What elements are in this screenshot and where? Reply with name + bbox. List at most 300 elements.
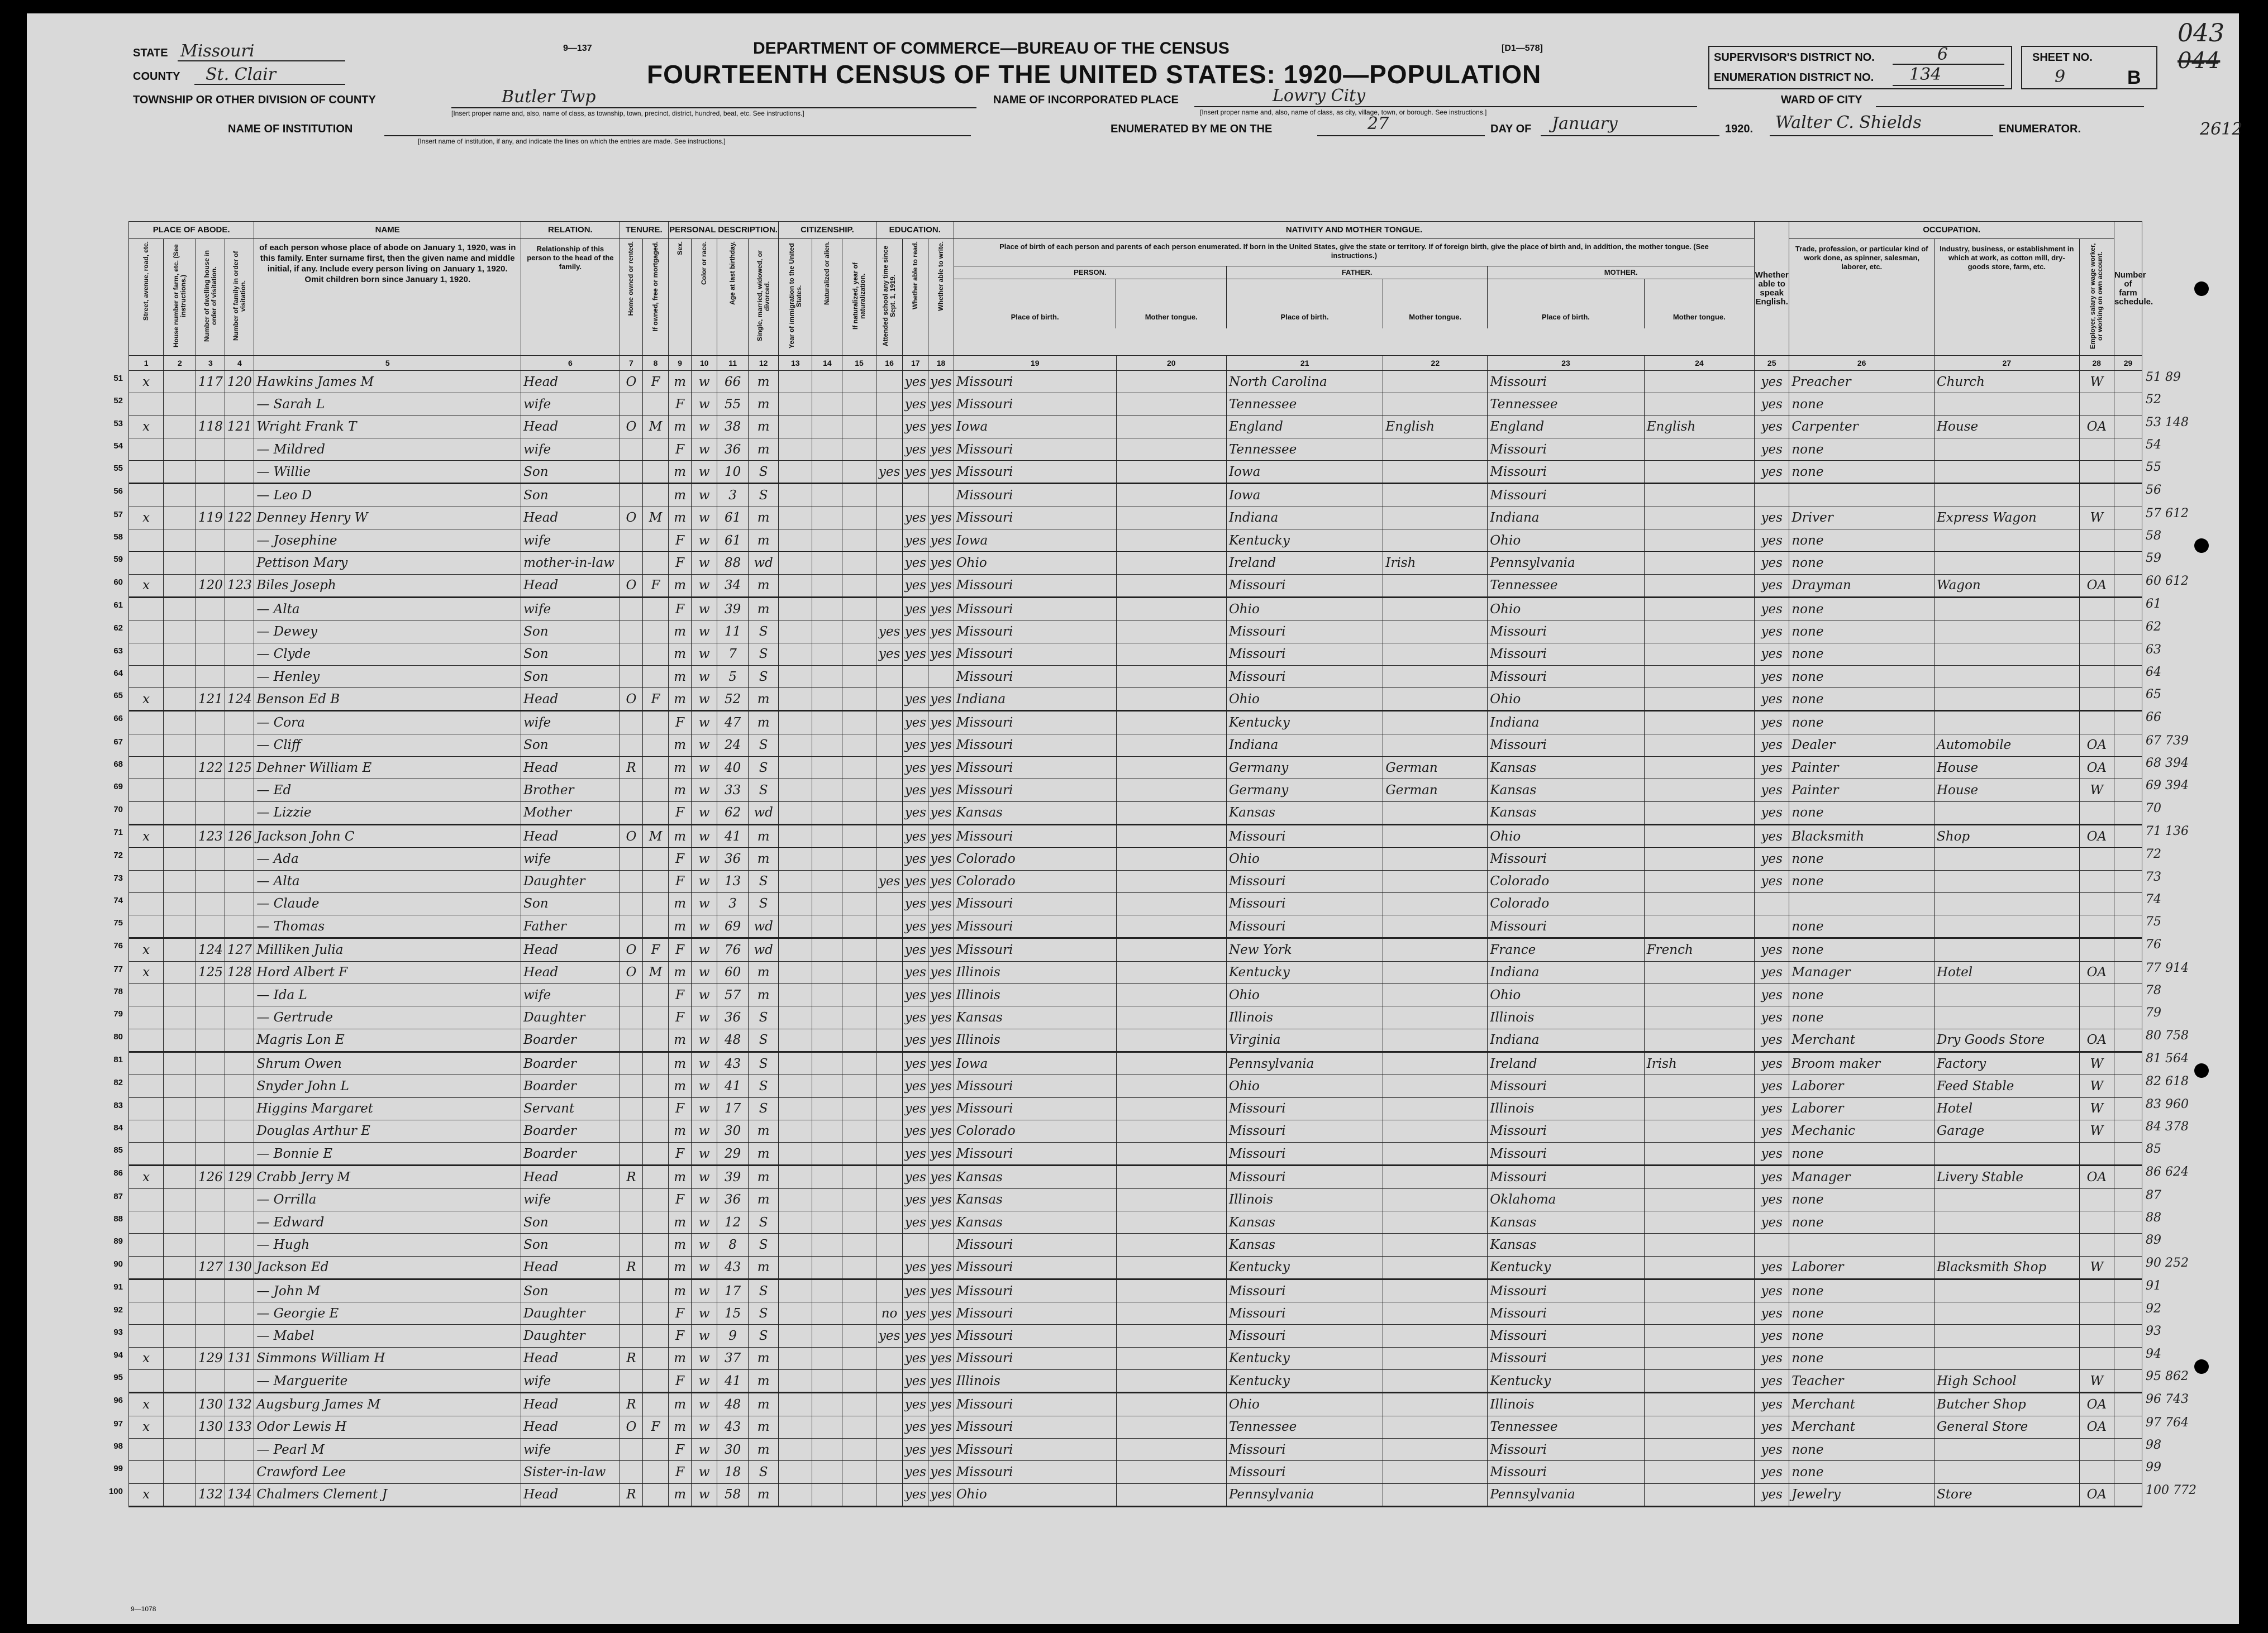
mother-tongue-cell bbox=[1116, 1416, 1226, 1438]
trade-cell: none bbox=[1789, 688, 1935, 711]
sex-cell: F bbox=[668, 552, 692, 574]
father-tongue-cell bbox=[1383, 801, 1488, 824]
immigration-cell bbox=[779, 1143, 812, 1166]
employer-cell bbox=[2079, 711, 2114, 734]
school-cell bbox=[876, 984, 903, 1006]
owned-rented-cell bbox=[620, 734, 643, 756]
county-label: COUNTY bbox=[133, 70, 180, 83]
naturalized-cell bbox=[812, 1052, 842, 1075]
read-cell: yes bbox=[903, 938, 928, 961]
naturalized-cell bbox=[812, 915, 842, 938]
owned-rented-cell: O bbox=[620, 688, 643, 711]
family-cell: 121 bbox=[225, 416, 254, 438]
line-number: 52 bbox=[113, 396, 123, 405]
family-cell bbox=[225, 915, 254, 938]
relation-cell: Head bbox=[521, 688, 620, 711]
relation-cell: wife bbox=[521, 848, 620, 870]
marital-cell: m bbox=[749, 1166, 779, 1188]
immigration-cell bbox=[779, 1052, 812, 1075]
right-margin-note: 73 bbox=[2146, 870, 2161, 884]
english-cell: yes bbox=[1755, 461, 1789, 484]
immigration-cell bbox=[779, 1188, 812, 1211]
dwelling-cell bbox=[196, 1438, 225, 1460]
age-cell: 66 bbox=[717, 371, 749, 393]
naturalization-year-cell bbox=[842, 938, 876, 961]
father-tongue-cell bbox=[1383, 870, 1488, 892]
name-cell: Hord Albert F bbox=[254, 961, 521, 983]
birthplace-cell: Missouri bbox=[954, 461, 1116, 484]
house-number-cell bbox=[164, 1347, 196, 1369]
line-number: 62 bbox=[113, 623, 123, 633]
school-cell bbox=[876, 1347, 903, 1369]
industry-cell bbox=[1935, 461, 2080, 484]
dwelling-cell bbox=[196, 1052, 225, 1075]
english-cell: yes bbox=[1755, 1120, 1789, 1142]
naturalization-year-cell bbox=[842, 1075, 876, 1097]
mortgage-cell bbox=[643, 1393, 669, 1416]
owned-rented-cell bbox=[620, 665, 643, 687]
school-cell bbox=[876, 1188, 903, 1211]
naturalized-cell bbox=[812, 393, 842, 416]
naturalization-year-cell bbox=[842, 1234, 876, 1256]
name-cell: — Gertrude bbox=[254, 1006, 521, 1029]
dwelling-cell bbox=[196, 620, 225, 643]
dwelling-cell bbox=[196, 1075, 225, 1097]
right-margin-note: 82 618 bbox=[2146, 1075, 2189, 1088]
naturalized-cell bbox=[812, 665, 842, 687]
school-cell bbox=[876, 1483, 903, 1506]
mother-tongue-cell bbox=[1116, 1143, 1226, 1166]
birthplace-cell: Missouri bbox=[954, 1393, 1116, 1416]
race-cell: w bbox=[692, 757, 717, 779]
punch-hole bbox=[2194, 1359, 2209, 1374]
naturalized-cell bbox=[812, 597, 842, 620]
column-number: 18 bbox=[928, 356, 954, 371]
family-cell bbox=[225, 1279, 254, 1302]
mother-birthplace-cell: Missouri bbox=[1488, 1302, 1644, 1325]
col15-head: If naturalized, year of naturalization. bbox=[842, 239, 876, 356]
incorporated-label: NAME OF INCORPORATED PLACE bbox=[993, 94, 1179, 106]
write-cell: yes bbox=[928, 552, 954, 574]
relation-cell: Head bbox=[521, 1166, 620, 1188]
industry-cell: Wagon bbox=[1935, 574, 2080, 597]
relation-cell: Head bbox=[521, 574, 620, 597]
father-birthplace-cell: Kentucky bbox=[1226, 1370, 1383, 1393]
family-cell: 127 bbox=[225, 938, 254, 961]
school-cell bbox=[876, 892, 903, 915]
read-cell bbox=[903, 1234, 928, 1256]
marital-cell: S bbox=[749, 1302, 779, 1325]
write-cell: yes bbox=[928, 1393, 954, 1416]
line-number: 70 bbox=[113, 805, 123, 814]
mother-tongue-cell bbox=[1116, 529, 1226, 552]
race-cell: w bbox=[692, 1188, 717, 1211]
mortgage-cell bbox=[643, 870, 669, 892]
birthplace-cell: Missouri bbox=[954, 643, 1116, 665]
school-cell bbox=[876, 1438, 903, 1460]
age-cell: 39 bbox=[717, 597, 749, 620]
write-cell: yes bbox=[928, 574, 954, 597]
owned-rented-cell bbox=[620, 1438, 643, 1460]
father-tongue-cell: German bbox=[1383, 779, 1488, 801]
relation-cell: Servant bbox=[521, 1097, 620, 1120]
line-number: 76 bbox=[113, 941, 123, 951]
read-cell: yes bbox=[903, 870, 928, 892]
mother-birthplace-cell: Pennsylvania bbox=[1488, 1483, 1644, 1506]
naturalized-cell bbox=[812, 1143, 842, 1166]
line-number: 64 bbox=[113, 669, 123, 678]
school-cell bbox=[876, 848, 903, 870]
read-cell: yes bbox=[903, 1166, 928, 1188]
line-number: 74 bbox=[113, 896, 123, 905]
name-cell: — Bonnie E bbox=[254, 1143, 521, 1166]
birthplace-cell: Missouri bbox=[954, 393, 1116, 416]
mother-birthplace-cell: Tennessee bbox=[1488, 574, 1644, 597]
name-cell: Odor Lewis H bbox=[254, 1416, 521, 1438]
age-cell: 61 bbox=[717, 529, 749, 552]
house-number-cell bbox=[164, 892, 196, 915]
race-cell: w bbox=[692, 801, 717, 824]
line-number: 72 bbox=[113, 851, 123, 860]
father-tongue-cell bbox=[1383, 1143, 1488, 1166]
birthplace-cell: Kansas bbox=[954, 1188, 1116, 1211]
mother-tongue-cell bbox=[1116, 620, 1226, 643]
relation-cell: Head bbox=[521, 1347, 620, 1369]
relation-cell: Mother bbox=[521, 801, 620, 824]
father-tongue-cell bbox=[1383, 461, 1488, 484]
write-cell: yes bbox=[928, 1279, 954, 1302]
father-birthplace-cell: Tennessee bbox=[1226, 438, 1383, 460]
father-tongue-cell bbox=[1383, 938, 1488, 961]
street-cell bbox=[129, 1302, 164, 1325]
sex-cell: F bbox=[668, 393, 692, 416]
mother-birthplace-cell: England bbox=[1488, 416, 1644, 438]
father-tongue-cell bbox=[1383, 1234, 1488, 1256]
trade-cell: none bbox=[1789, 393, 1935, 416]
father-tongue-cell bbox=[1383, 1347, 1488, 1369]
marital-cell: S bbox=[749, 1029, 779, 1052]
industry-cell bbox=[1935, 915, 2080, 938]
table-row bbox=[129, 461, 2142, 484]
mother-birthplace-cell: Missouri bbox=[1488, 484, 1644, 507]
english-cell: yes bbox=[1755, 801, 1789, 824]
employer-cell bbox=[2079, 1211, 2114, 1233]
write-cell: yes bbox=[928, 461, 954, 484]
marital-cell: wd bbox=[749, 801, 779, 824]
naturalized-cell bbox=[812, 1120, 842, 1142]
trade-cell: Painter bbox=[1789, 779, 1935, 801]
industry-cell: Livery Stable bbox=[1935, 1166, 2080, 1188]
street-cell: x bbox=[129, 1347, 164, 1369]
father-birthplace-cell: Tennessee bbox=[1226, 393, 1383, 416]
naturalization-year-cell bbox=[842, 461, 876, 484]
immigration-cell bbox=[779, 734, 812, 756]
dwelling-cell: 118 bbox=[196, 416, 225, 438]
name-cell: Snyder John L bbox=[254, 1075, 521, 1097]
family-cell: 123 bbox=[225, 574, 254, 597]
marital-cell: S bbox=[749, 1097, 779, 1120]
family-cell bbox=[225, 848, 254, 870]
mortgage-cell bbox=[643, 620, 669, 643]
mother-tongue-cell bbox=[1644, 1393, 1754, 1416]
mother-tongue-cell bbox=[1644, 1006, 1754, 1029]
column-number: 12 bbox=[749, 356, 779, 371]
family-cell: 122 bbox=[225, 507, 254, 529]
immigration-cell bbox=[779, 1393, 812, 1416]
school-cell: yes bbox=[876, 643, 903, 665]
mother-birthplace-cell: Kansas bbox=[1488, 779, 1644, 801]
school-cell bbox=[876, 1211, 903, 1233]
trade-cell: Carpenter bbox=[1789, 416, 1935, 438]
mother-birthplace-cell: Indiana bbox=[1488, 961, 1644, 983]
house-number-cell bbox=[164, 529, 196, 552]
farm-schedule-cell bbox=[2114, 1416, 2142, 1438]
sex-cell: m bbox=[668, 1029, 692, 1052]
name-cell: Crabb Jerry M bbox=[254, 1166, 521, 1188]
line-number: 85 bbox=[113, 1145, 123, 1155]
read-cell: yes bbox=[903, 597, 928, 620]
mother-tongue-cell bbox=[1644, 552, 1754, 574]
marital-cell: m bbox=[749, 1393, 779, 1416]
birthplace-cell: Missouri bbox=[954, 1143, 1116, 1166]
farm-schedule-cell bbox=[2114, 643, 2142, 665]
dwelling-cell bbox=[196, 1279, 225, 1302]
column-number: 24 bbox=[1644, 356, 1754, 371]
mother-tongue-cell bbox=[1644, 1256, 1754, 1279]
house-number-cell bbox=[164, 552, 196, 574]
family-cell bbox=[225, 1461, 254, 1483]
street-cell bbox=[129, 734, 164, 756]
line-number: 68 bbox=[113, 760, 123, 769]
birthplace-cell: Missouri bbox=[954, 1234, 1116, 1256]
name-cell: — Hugh bbox=[254, 1234, 521, 1256]
industry-cell bbox=[1935, 1188, 2080, 1211]
industry-cell bbox=[1935, 1279, 2080, 1302]
table-row bbox=[129, 915, 2142, 938]
mortgage-cell bbox=[643, 1006, 669, 1029]
sex-cell: m bbox=[668, 507, 692, 529]
school-cell bbox=[876, 393, 903, 416]
trade-cell: none bbox=[1789, 529, 1935, 552]
right-margin-note: 92 bbox=[2146, 1302, 2161, 1316]
age-cell: 43 bbox=[717, 1416, 749, 1438]
relation-cell: wife bbox=[521, 597, 620, 620]
street-cell bbox=[129, 1211, 164, 1233]
race-cell: w bbox=[692, 915, 717, 938]
line-number: 92 bbox=[113, 1305, 123, 1315]
naturalized-cell bbox=[812, 1279, 842, 1302]
owned-rented-cell: R bbox=[620, 1347, 643, 1369]
right-margin-note: 78 bbox=[2146, 983, 2161, 997]
immigration-cell bbox=[779, 1347, 812, 1369]
naturalization-year-cell bbox=[842, 665, 876, 687]
father-tongue-cell bbox=[1383, 1393, 1488, 1416]
industry-cell bbox=[1935, 984, 2080, 1006]
street-cell bbox=[129, 1052, 164, 1075]
col3-head: Number of dwelling house in order of visitation. bbox=[196, 239, 225, 356]
mother-tongue-cell bbox=[1644, 961, 1754, 983]
nativity-subhead: Place of birth of each person and parents of each person enumerated. If born in the United States, give the state or territory. If of foreign birth, give the place of birth and, in addition, the mother tongue. (See instructions.) PERSON. FATHER. MOTHER. Place of birth. Mother tongue. Place of birth. Mother tongue. Place of birth. Mother tongue. bbox=[954, 239, 1754, 356]
english-cell bbox=[1755, 1234, 1789, 1256]
english-cell: yes bbox=[1755, 1483, 1789, 1506]
marital-cell: S bbox=[749, 1211, 779, 1233]
table-row bbox=[129, 507, 2142, 529]
farm-schedule-cell bbox=[2114, 1393, 2142, 1416]
family-cell bbox=[225, 1075, 254, 1097]
father-tongue-cell bbox=[1383, 1188, 1488, 1211]
dwelling-cell: 117 bbox=[196, 371, 225, 393]
owned-rented-cell bbox=[620, 848, 643, 870]
relation-cell: Head bbox=[521, 416, 620, 438]
name-cell: — Lizzie bbox=[254, 801, 521, 824]
mother-tongue-cell bbox=[1644, 1483, 1754, 1506]
col6-head: Relationship of this person to the head of the family. bbox=[521, 239, 620, 356]
right-margin-note: 85 bbox=[2146, 1142, 2161, 1156]
write-cell: yes bbox=[928, 1347, 954, 1369]
english-cell: yes bbox=[1755, 1302, 1789, 1325]
mother-birthplace-cell: Missouri bbox=[1488, 665, 1644, 687]
marital-cell: S bbox=[749, 1234, 779, 1256]
race-cell: w bbox=[692, 597, 717, 620]
name-cell: Augsburg James M bbox=[254, 1393, 521, 1416]
father-birthplace-cell: Ohio bbox=[1226, 984, 1383, 1006]
right-margin-note: 57 612 bbox=[2146, 507, 2189, 521]
house-number-cell bbox=[164, 1325, 196, 1347]
read-cell: yes bbox=[903, 1325, 928, 1347]
school-cell bbox=[876, 507, 903, 529]
house-number-cell bbox=[164, 1166, 196, 1188]
relation-cell: Head bbox=[521, 1483, 620, 1506]
industry-cell bbox=[1935, 438, 2080, 460]
birthplace-cell: Missouri bbox=[954, 1325, 1116, 1347]
mortgage-cell bbox=[643, 711, 669, 734]
owned-rented-cell bbox=[620, 643, 643, 665]
english-cell: yes bbox=[1755, 711, 1789, 734]
farm-schedule-cell bbox=[2114, 620, 2142, 643]
line-number: 89 bbox=[113, 1236, 123, 1246]
mother-birthplace-cell: Missouri bbox=[1488, 1461, 1644, 1483]
line-number: 100 bbox=[108, 1487, 123, 1496]
race-cell: w bbox=[692, 1166, 717, 1188]
right-margin-note: 79 bbox=[2146, 1006, 2161, 1020]
house-number-cell bbox=[164, 1461, 196, 1483]
father-birthplace-cell: Tennessee bbox=[1226, 1416, 1383, 1438]
family-cell: 126 bbox=[225, 824, 254, 847]
employer-cell bbox=[2079, 438, 2114, 460]
write-cell: yes bbox=[928, 1256, 954, 1279]
marital-cell: m bbox=[749, 824, 779, 847]
race-cell: w bbox=[692, 711, 717, 734]
read-cell: yes bbox=[903, 1052, 928, 1075]
street-cell: x bbox=[129, 938, 164, 961]
mother-tongue-cell bbox=[1644, 984, 1754, 1006]
house-number-cell bbox=[164, 574, 196, 597]
marital-cell: S bbox=[749, 620, 779, 643]
naturalization-year-cell bbox=[842, 1188, 876, 1211]
institution-label: NAME OF INSTITUTION bbox=[228, 123, 353, 135]
family-cell bbox=[225, 643, 254, 665]
english-cell: yes bbox=[1755, 1097, 1789, 1120]
name-cell: Crawford Lee bbox=[254, 1461, 521, 1483]
trade-cell: none bbox=[1789, 1211, 1935, 1233]
relation-cell: Daughter bbox=[521, 1302, 620, 1325]
read-cell: yes bbox=[903, 371, 928, 393]
right-margin-note: 81 564 bbox=[2146, 1052, 2189, 1066]
naturalization-year-cell bbox=[842, 597, 876, 620]
age-cell: 24 bbox=[717, 734, 749, 756]
street-cell: x bbox=[129, 961, 164, 983]
school-cell: yes bbox=[876, 461, 903, 484]
mother-birthplace-cell: Missouri bbox=[1488, 915, 1644, 938]
mother-birthplace-cell: Ohio bbox=[1488, 597, 1644, 620]
table-row bbox=[129, 1256, 2142, 1279]
school-cell bbox=[876, 1052, 903, 1075]
farm-schedule-cell bbox=[2114, 1097, 2142, 1120]
owned-rented-cell bbox=[620, 552, 643, 574]
right-margin-note: 89 bbox=[2146, 1233, 2161, 1247]
industry-cell: Blacksmith Shop bbox=[1935, 1256, 2080, 1279]
naturalization-year-cell bbox=[842, 643, 876, 665]
naturalization-year-cell bbox=[842, 892, 876, 915]
line-number: 51 bbox=[113, 374, 123, 383]
column-number: 13 bbox=[779, 356, 812, 371]
race-cell: w bbox=[692, 1234, 717, 1256]
trade-cell: none bbox=[1789, 1302, 1935, 1325]
father-tongue-cell bbox=[1383, 1461, 1488, 1483]
farm-schedule-cell bbox=[2114, 824, 2142, 847]
table-row bbox=[129, 824, 2142, 847]
immigration-cell bbox=[779, 416, 812, 438]
marital-cell: S bbox=[749, 1279, 779, 1302]
father-tongue-cell bbox=[1383, 892, 1488, 915]
immigration-cell bbox=[779, 1097, 812, 1120]
naturalization-year-cell bbox=[842, 961, 876, 983]
write-cell: yes bbox=[928, 801, 954, 824]
mortgage-cell bbox=[643, 1234, 669, 1256]
naturalized-cell bbox=[812, 870, 842, 892]
mother-tongue-cell bbox=[1116, 1438, 1226, 1460]
father-tongue-cell bbox=[1383, 824, 1488, 847]
school-cell bbox=[876, 552, 903, 574]
write-cell: yes bbox=[928, 961, 954, 983]
father-birthplace-cell: Iowa bbox=[1226, 484, 1383, 507]
table-row bbox=[129, 620, 2142, 643]
naturalization-year-cell bbox=[842, 848, 876, 870]
immigration-cell bbox=[779, 757, 812, 779]
marital-cell: S bbox=[749, 779, 779, 801]
line-number: 97 bbox=[113, 1419, 123, 1429]
age-cell: 33 bbox=[717, 779, 749, 801]
marital-cell: S bbox=[749, 892, 779, 915]
mother-tongue-cell bbox=[1116, 757, 1226, 779]
naturalized-cell bbox=[812, 1256, 842, 1279]
write-cell: yes bbox=[928, 1166, 954, 1188]
marital-cell: m bbox=[749, 438, 779, 460]
state-label: STATE bbox=[133, 47, 168, 59]
table-row bbox=[129, 438, 2142, 460]
immigration-cell bbox=[779, 552, 812, 574]
write-cell: yes bbox=[928, 848, 954, 870]
school-cell bbox=[876, 1166, 903, 1188]
county-value: St. Clair bbox=[206, 65, 277, 84]
relation-cell: Boarder bbox=[521, 1029, 620, 1052]
mother-birthplace-cell: Ohio bbox=[1488, 824, 1644, 847]
age-cell: 57 bbox=[717, 984, 749, 1006]
age-cell: 37 bbox=[717, 1347, 749, 1369]
col5-head: of each person whose place of abode on January 1, 1920, was in this family. Enter surname first, then the given name and middle initial, if any. Include every person living on January 1, 1920. Omit children born since January 1, 1920. bbox=[254, 239, 521, 356]
mother-birthplace-cell: Missouri bbox=[1488, 620, 1644, 643]
incorporated-hint: [Insert proper name and, also, name of class, as city, village, town, or borough. See instructions.] bbox=[1200, 108, 1487, 116]
